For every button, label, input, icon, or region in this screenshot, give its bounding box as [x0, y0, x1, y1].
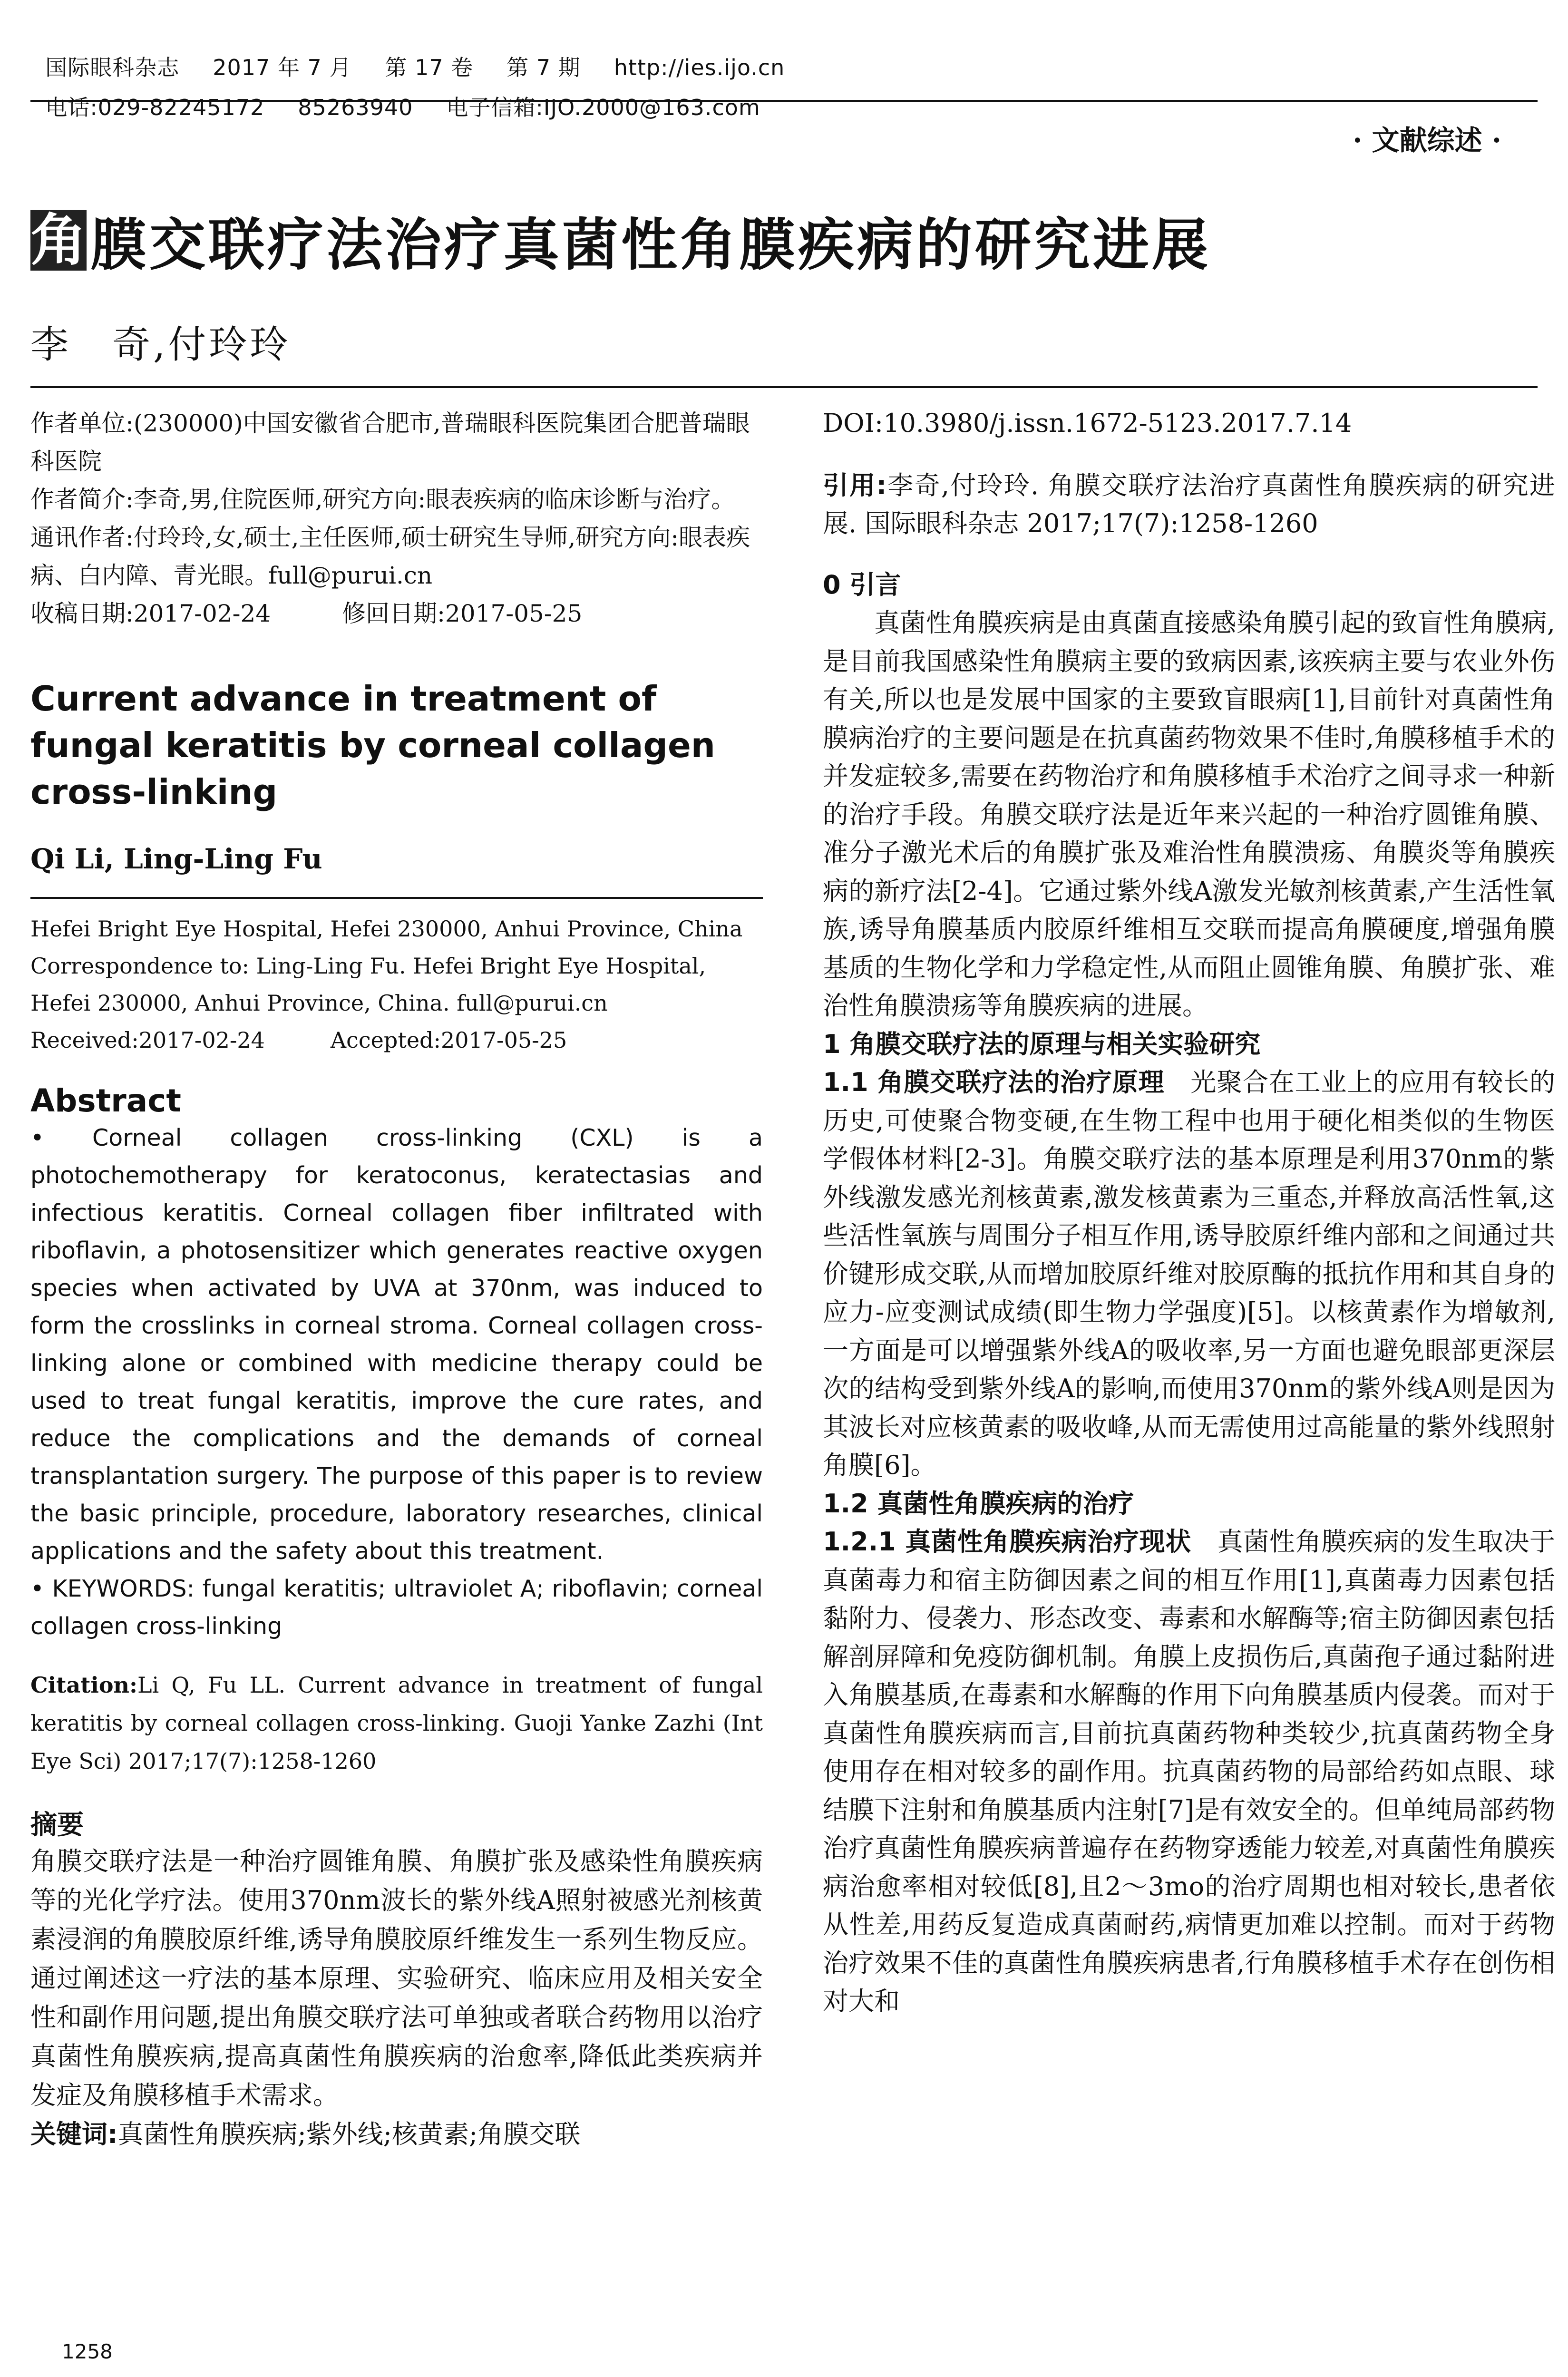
title-initial-mark: 角 — [30, 207, 90, 273]
section-1-1-heading: 1.1 角膜交联疗法的治疗原理 — [823, 1067, 1165, 1097]
author-affiliation: 作者单位:(230000)中国安徽省合肥市,普瑞眼科医院集团合肥普瑞眼科医院 — [30, 409, 750, 475]
chinese-abstract-text: 角膜交联疗法是一种治疗圆锥角膜、角膜扩张及感染性角膜疾病等的光化学疗法。使用370nm波长的紫外线A照射被感光剂核黄素浸润的角膜胶原纤维,诱导角膜胶原纤维发生一系列生物反应。通过阐述这一疗法的基本原理、实验研究、临床应用及相关安全性和副作用问题,提出角膜交联疗法可单独或者联合药物用以治疗真菌性角膜疾病,提高真菌性角膜疾病的治愈率,降低此类疾病并发症及角膜移植手术需求。 — [30, 1846, 763, 2110]
volume: 第 17 卷 — [385, 55, 474, 80]
section-1-2-1 — [823, 1523, 1555, 2021]
abstract-text: • Corneal collagen cross-linking (CXL) is a photochemotherapy for keratoconus, keratectasias and infectious keratitis. Corneal collagen fiber infiltrated with riboflavin, a photosensitizer which generates reactive oxygen species when activated by UVA at 370nm, was induced to form the crosslinks in corneal stroma. Corneal collagen cross-linking alone or combined with medicine therapy could be used to treat fungal keratitis, improve the cure rates, and reduce the complications and the demands of corneal transplantation surgery. The purpose of this paper is to review the basic principle, procedure, laboratory researches, clinical applications and the safety about this treatment. — [30, 1124, 763, 1565]
author-bio: 作者简介:李奇,男,住院医师,研究方向:眼表疾病的临床诊断与治疗。 — [30, 486, 735, 513]
header-rule — [30, 100, 1538, 102]
article-title — [30, 200, 1211, 281]
citation-label: Citation: — [30, 1672, 137, 1698]
english-title: Current advance in treatment of fungal keratitis by corneal collagen cross-linking — [30, 679, 716, 812]
email[interactable]: 电子信箱:IJO.2000@163.com — [446, 95, 760, 120]
section-1-2-1-heading: 1.2.1 真菌性角膜疾病治疗现状 — [823, 1527, 1191, 1557]
chinese-citation-label: 引用: — [823, 470, 887, 500]
section-1-2-heading: 1.2 真菌性角膜疾病的治疗 — [823, 1488, 1134, 1519]
english-affiliation: Hefei Bright Eye Hospital, Hefei 230000, Anhui Province, China — [30, 916, 743, 942]
doi[interactable]: DOI:10.3980/j.issn.1672-5123.2017.7.14 — [823, 408, 1352, 438]
section-tag: · 文献综述 · — [1353, 124, 1501, 156]
received-revised-dates: 收稿日期:2017-02-24 修回日期:2017-05-25 — [30, 600, 583, 627]
section-0-heading: 0 引言 — [823, 569, 901, 600]
journal-name: 国际眼科杂志 — [45, 55, 180, 80]
abstract-heading: Abstract — [30, 1082, 181, 1119]
article-authors: 李 奇,付玲玲 — [30, 322, 291, 367]
citation-text: Li Q, Fu LL. Current advance in treatment of fungal keratitis by corneal collagen cross-linking. Guoji Yanke Zazhi (Int Eye Sci) 2017;17(7):1258-1260 — [30, 1672, 763, 1774]
english-authors: Qi Li, Ling-Ling Fu — [30, 843, 322, 875]
english-author-info — [30, 910, 763, 1059]
title-text: 膜交联疗法治疗真菌性角膜疾病的研究进展 — [90, 212, 1211, 278]
issue: 第 7 期 — [506, 55, 581, 80]
corresponding-author: 通讯作者:付玲玲,女,硕士,主任医师,硕士研究生导师,研究方向:眼表疾病、白内障、青光眼。full@purui.cn — [30, 524, 750, 589]
section-1-1 — [823, 1063, 1555, 1485]
running-header-line2 — [30, 65, 794, 122]
chinese-citation-text: 李奇,付玲玲. 角膜交联疗法治疗真菌性角膜疾病的研究进展. 国际眼科杂志 2017;17(7):1258-1260 — [823, 470, 1555, 538]
author-info — [30, 404, 763, 633]
section-1-1-text: 光聚合在工业上的应用有较长的历史,可使聚合物变硬,在生物工程中也用于硬化相类似的生物医学假体材料[2-3]。角膜交联疗法的基本原理是利用370nm的紫外线激发感光剂核黄素,激发核黄素为三重态,并释放高活性氧,这些活性氧族与周围分子相互作用,诱导胶原纤维内部和之间通过共价键形成交联,从而增加胶原纤维对胶原酶的抵抗作用和其自身的应力-应变测试成绩(即生物力学强度)[5]。以核黄素作为增敏剂,一方面是可以增强紫外线A的吸收率,另一方面也避免眼部更深层次的结构受到紫外线A的影响,而使用370nm的紫外线A则是因为其波长对应核黄素的吸收峰,从而无需使用过高能量的紫外线照射角膜[6]。 — [823, 1067, 1555, 1480]
chinese-citation — [823, 467, 1555, 543]
journal-url[interactable]: http://ies.ijo.cn — [614, 55, 785, 80]
chinese-keywords-label: 关键词: — [30, 2119, 118, 2149]
chinese-abstract-heading: 摘要 — [30, 1810, 84, 1841]
chinese-keywords-text: 真菌性角膜疾病;紫外线;核黄素;角膜交联 — [117, 2119, 581, 2149]
section-0-text: 真菌性角膜疾病是由真菌直接感染角膜引起的致盲性角膜病,是目前我国感染性角膜病主要的致病因素,该疾病主要与农业外伤有关,所以也是发展中国家的主要致盲眼病[1],目前针对真菌性角膜病治疗的主要问题是在抗真菌药物效果不佳时,角膜移植手术的并发症较多,需要在药物治疗和角膜移植手术治疗之间寻求一种新的治疗手段。角膜交联疗法是近年来兴起的一种治疗圆锥角膜、准分子激光术后的角膜扩张及难治性角膜溃疡、角膜炎等角膜疾病的新疗法[2-4]。它通过紫外线A激发光敏剂核黄素,产生活性氧族,诱导角膜基质内胶原纤维相互交联而提高角膜硬度,增强角膜基质的生物化学和力学稳定性,从而阻止圆锥角膜、角膜扩张、难治性角膜溃疡等角膜疾病的进展。 — [823, 608, 1555, 1021]
issue-date: 2017 年 7 月 — [213, 55, 352, 80]
phone: 电话:029-82245172 — [45, 95, 265, 120]
citation — [30, 1666, 763, 1780]
right-column — [823, 404, 1555, 2021]
section-1-heading: 1 角膜交联疗法的原理与相关实验研究 — [823, 1029, 1261, 1059]
page-number: 1258 — [62, 2340, 113, 2363]
authors-rule — [30, 386, 1538, 388]
section-1-2-1-text: 真菌性角膜疾病的发生取决于真菌毒力和宿主防御因素之间的相互作用[1],真菌毒力因素包括黏附力、侵袭力、形态改变、毒素和水解酶等;宿主防御因素包括解剖屏障和免疫防御机制。角膜上皮损伤后,真菌孢子通过黏附进入角膜基质,在毒素和水解酶的作用下向角膜基质内侵袭。而对于真菌性角膜疾病而言,目前抗真菌药物种类较少,抗真菌药物全身使用存在相对较多的副作用。抗真菌药物的局部给药如点眼、球结膜下注射和角膜基质内注射[7]是有效安全的。但单纯局部药物治疗真菌性角膜疾病普遍存在药物穿透能力较差,对真菌性角膜疾病治愈率相对较低[8],且2～3mo的治疗周期也相对较长,患者依从性差,用药反复造成真菌耐药,病情更加难以控制。而对于药物治疗效果不佳的真菌性角膜疾病患者,行角膜移植手术存在创伤相对大和 — [823, 1527, 1556, 2016]
english-correspondence: Correspondence to: Ling-Ling Fu. Hefei Bright Eye Hospital, Hefei 230000, Anhui Province, China. full@purui.cn — [30, 953, 706, 1016]
chinese-keywords — [30, 2115, 763, 2154]
left-column — [30, 404, 763, 2154]
english-dates: Received:2017-02-24 Accepted:2017-05-25 — [30, 1027, 567, 1053]
phone2: 85263940 — [298, 95, 413, 120]
english-keywords: • KEYWORDS: fungal keratitis; ultraviolet A; riboflavin; corneal collagen cross-linking — [30, 1575, 763, 1640]
